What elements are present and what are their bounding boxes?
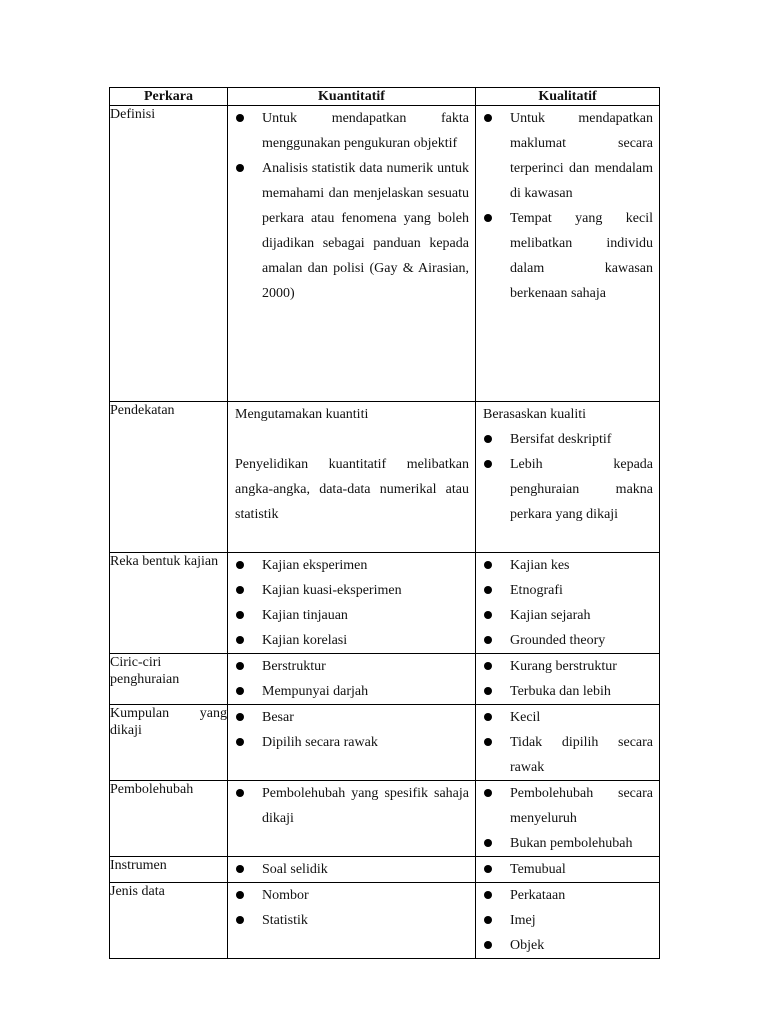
list-item: Besar	[235, 705, 469, 730]
cell-kuantitatif	[228, 705, 476, 781]
cell-kuantitatif	[228, 654, 476, 705]
list-item: Mempunyai darjah	[235, 679, 469, 704]
list-item: Kecil	[483, 705, 653, 730]
bullet-icon	[484, 713, 492, 721]
list-item: Bukan pembolehubah	[483, 831, 653, 856]
bullet-icon	[236, 636, 244, 644]
table-row	[110, 106, 660, 402]
bullet-icon	[236, 687, 244, 695]
list-item: Temubual	[483, 857, 653, 882]
bullet-icon	[236, 738, 244, 746]
bullet-icon	[236, 662, 244, 670]
bullet-icon	[484, 916, 492, 924]
bullet-icon	[236, 164, 244, 172]
cell-kuantitatif	[228, 106, 476, 402]
list-item: Kurang berstruktur	[483, 654, 653, 679]
comparison-table	[109, 87, 660, 959]
table-row	[110, 553, 660, 654]
bullet-icon	[484, 561, 492, 569]
bullet-icon	[484, 891, 492, 899]
list-item: Terbuka dan lebih	[483, 679, 653, 704]
bullet-icon	[484, 941, 492, 949]
bullet-icon	[484, 435, 492, 443]
table-row	[110, 883, 660, 959]
list-item: Etnografi	[483, 578, 653, 603]
list-item: Untuk mendapatkan maklumat secara terperinci dan mendalam di kawasan	[483, 106, 653, 206]
bullet-icon	[484, 114, 492, 122]
cell-kuantitatif	[228, 857, 476, 883]
list-item: Statistik	[235, 908, 469, 933]
list-item: Lebih kepada penghuraian makna perkara yang dikaji	[483, 452, 653, 527]
bullet-icon	[484, 460, 492, 468]
table-row	[110, 781, 660, 857]
bullet-icon	[484, 865, 492, 873]
header-kuantitatif: Kuantitatif	[228, 88, 476, 106]
list-item: Kajian kuasi-eksperimen	[235, 578, 469, 603]
cell-kualitatif	[476, 781, 660, 857]
list-item: Objek	[483, 933, 653, 958]
bullet-icon	[484, 611, 492, 619]
list-item: Analisis statistik data numerik untuk memahami dan menjelaskan sesuatu perkara atau fenomena yang boleh dijadikan sebagai panduan kepada amalan dan polisi (Gay & Airasian, 2000)	[235, 156, 469, 306]
cell-kualitatif	[476, 553, 660, 654]
bullet-icon	[236, 891, 244, 899]
cell-text: Berasaskan kualiti	[483, 407, 587, 422]
list-item: Soal selidik	[235, 857, 469, 882]
list-item: Bersifat deskriptif	[483, 427, 653, 452]
cell-kualitatif	[476, 883, 660, 959]
bullet-icon	[484, 687, 492, 695]
table-row	[110, 402, 660, 553]
list-item: Dipilih secara rawak	[235, 730, 469, 755]
bullet-icon	[236, 611, 244, 619]
list-item: Imej	[483, 908, 653, 933]
bullet-icon	[236, 916, 244, 924]
cell-kuantitatif	[228, 781, 476, 857]
row-label: Pendekatan	[110, 402, 228, 553]
list-item: Berstruktur	[235, 654, 469, 679]
row-label: Definisi	[110, 106, 228, 402]
table-row	[110, 654, 660, 705]
cell-kualitatif	[476, 857, 660, 883]
list-item: Tempat yang kecil melibatkan individu dalam kawasan berkenaan sahaja	[483, 206, 653, 306]
row-label: Jenis data	[110, 883, 228, 959]
bullet-icon	[484, 839, 492, 847]
list-item: Kajian sejarah	[483, 603, 653, 628]
cell-kualitatif	[476, 402, 660, 553]
bullet-icon	[484, 662, 492, 670]
cell-kualitatif	[476, 106, 660, 402]
cell-text: Mengutamakan kuantiti	[235, 407, 369, 422]
bullet-icon	[236, 713, 244, 721]
list-item: Pembolehubah secara menyeluruh	[483, 781, 653, 831]
bullet-icon	[484, 636, 492, 644]
list-item: Kajian eksperimen	[235, 553, 469, 578]
cell-kualitatif	[476, 705, 660, 781]
list-item: Grounded theory	[483, 628, 653, 653]
list-item: Perkataan	[483, 883, 653, 908]
list-item: Untuk mendapatkan fakta menggunakan pengukuran objektif	[235, 106, 469, 156]
row-label: Reka bentuk kajian	[110, 553, 228, 654]
bullet-icon	[484, 738, 492, 746]
list-item: Pembolehubah yang spesifik sahaja dikaji	[235, 781, 469, 831]
row-label: Kumpulan yang dikaji	[110, 705, 228, 781]
cell-kuantitatif	[228, 883, 476, 959]
header-row	[110, 88, 660, 106]
bullet-icon	[236, 586, 244, 594]
row-label: Instrumen	[110, 857, 228, 883]
cell-kualitatif	[476, 654, 660, 705]
list-item: Nombor	[235, 883, 469, 908]
header-kualitatif: Kualitatif	[476, 88, 660, 106]
list-item: Kajian kes	[483, 553, 653, 578]
bullet-icon	[236, 561, 244, 569]
list-item: Kajian tinjauan	[235, 603, 469, 628]
bullet-icon	[236, 789, 244, 797]
row-label: Ciric-ciri penghuraian	[110, 654, 228, 705]
bullet-icon	[236, 865, 244, 873]
bullet-icon	[484, 214, 492, 222]
bullet-icon	[236, 114, 244, 122]
table-row	[110, 857, 660, 883]
table-row	[110, 705, 660, 781]
list-item: Tidak dipilih secara rawak	[483, 730, 653, 780]
row-label: Pembolehubah	[110, 781, 228, 857]
cell-text: Penyelidikan kuantitatif melibatkan angka-angka, data-data numerikal atau statistik	[235, 457, 469, 522]
list-item: Kajian korelasi	[235, 628, 469, 653]
cell-kuantitatif	[228, 402, 476, 553]
bullet-icon	[484, 789, 492, 797]
cell-kuantitatif	[228, 553, 476, 654]
bullet-icon	[484, 586, 492, 594]
header-perkara: Perkara	[110, 88, 228, 106]
